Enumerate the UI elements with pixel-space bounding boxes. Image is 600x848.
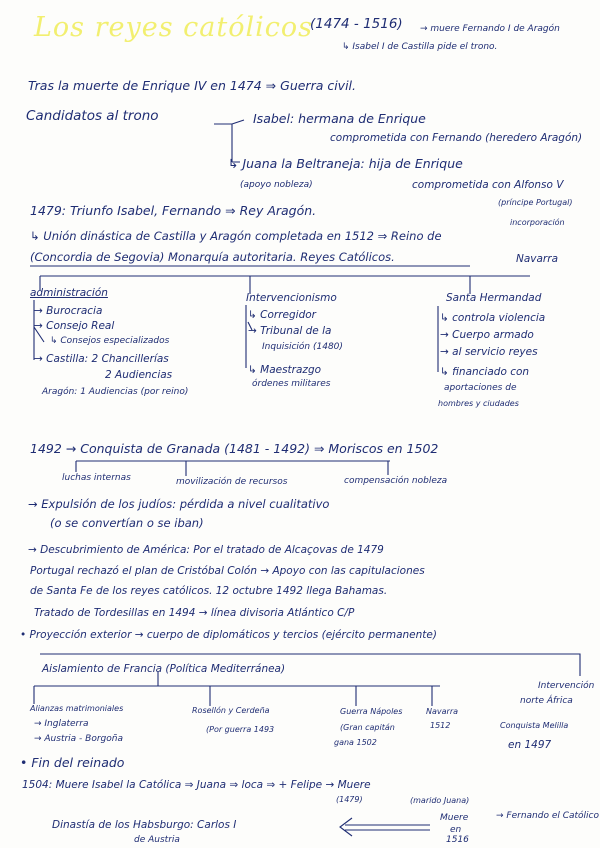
granada-sub-1: luchas internas <box>62 473 131 483</box>
napoles-2: (Gran capitán <box>340 723 395 732</box>
alliances-3: → Austria - Borgoña <box>34 734 123 744</box>
candidate-isabel-detail: comprometida con Fernando (heredero Aragón) <box>330 132 583 144</box>
administracion-heading: administración <box>30 287 108 299</box>
candidate-juana: ↳ Juana la Beltraneja: hija de Enrique <box>228 156 463 171</box>
end-line: 1504: Muere Isabel la Católica ⇒ Juana ⇒ loca ⇒ + Felipe → Muere <box>22 779 371 791</box>
list-item: órdenes militares <box>252 379 331 389</box>
navarra-2: 1512 <box>430 721 451 730</box>
projection-line: • Proyección exterior → cuerpo de diplomáticos y tercios (ejército permanente) <box>20 629 437 641</box>
fernando-note: → Fernando el Católico <box>496 811 600 821</box>
granada-line: 1492 → Conquista de Granada (1481 - 1492) ⇒ Moriscos en 1502 <box>30 441 439 456</box>
intro-line: Tras la muerte de Enrique IV en 1474 ⇒ Guerra civil. <box>28 78 357 93</box>
list-item: ↳ Consejos especializados <box>50 336 170 346</box>
america-line-2: Portugal rechazó el plan de Cristóbal Colón → Apoyo con las capitulaciones <box>30 565 425 577</box>
list-item: Aragón: 1 Audiencias (por reino) <box>42 387 189 397</box>
rosellon-2: (Por guerra 1493 <box>206 725 275 734</box>
reign-dates: (1474 - 1516) <box>310 16 403 32</box>
header-note-fernando: → muere Fernando I de Aragón <box>420 24 560 34</box>
alliances-2: → Inglaterra <box>34 719 89 729</box>
alliances-1: Alianzas matrimoniales <box>30 704 124 713</box>
candidate-isabel: Isabel: hermana de Enrique <box>253 111 426 126</box>
intervention-4: en 1497 <box>508 739 552 751</box>
america-line-4: Tratado de Tordesillas en 1494 → línea divisoria Atlántico C/P <box>34 607 355 619</box>
page-title: Los reyes católicos <box>34 12 314 43</box>
intervention-1: Intervención <box>538 681 595 691</box>
hermandad-heading: Santa Hermandad <box>446 292 542 304</box>
navarra-1: Navarra <box>426 707 459 716</box>
dynasty-line: Dinastía de los Habsburgo: Carlos I <box>52 819 237 831</box>
list-item: → Consejo Real <box>34 320 115 332</box>
dynasty-line-2: de Austria <box>134 835 180 845</box>
juana-date: (1479) <box>336 795 363 804</box>
isolation-line: Aislamiento de Francia (Política Mediterránea) <box>42 663 286 675</box>
header-note-isabel: ↳ Isabel I de Castilla pide el trono. <box>342 42 498 52</box>
muere-1: Muere <box>440 813 469 823</box>
candidates-label: Candidatos al trono <box>26 108 159 124</box>
jews-detail: (o se convertían o se iban) <box>50 516 204 530</box>
list-item: ↳ controla violencia <box>440 312 546 324</box>
list-item: aportaciones de <box>444 383 517 393</box>
muere-2: en <box>450 825 462 835</box>
intervention-3: Conquista Melilla <box>500 721 569 730</box>
napoles-1: Guerra Nápoles <box>340 707 403 716</box>
list-item: Inquisición (1480) <box>262 342 343 352</box>
list-item: → Tribunal de la <box>248 325 332 337</box>
list-item: ↳ Maestrazgo <box>248 364 322 376</box>
granada-sub-2: movilización de recursos <box>176 477 288 487</box>
list-item: → Castilla: 2 Chancillerías <box>34 353 169 365</box>
america-line-3: de Santa Fe de los reyes católicos. 12 octubre 1492 llega Bahamas. <box>30 585 388 597</box>
list-item: → al servicio reyes <box>440 346 538 358</box>
america-line-1: → Descubrimiento de América: Por el tratado de Alcaçovas de 1479 <box>28 544 384 556</box>
incorporation-note: incorporación <box>510 218 565 227</box>
intervencionismo-heading: Intervencionismo <box>246 292 337 304</box>
monarchy-line: (Concordia de Segovia) Monarquía autoritaria. Reyes Católicos. <box>30 250 395 264</box>
list-item: ↳ financiado con <box>440 366 530 378</box>
candidate-juana-detail: comprometida con Alfonso V <box>412 179 564 191</box>
juana-note-left: (apoyo nobleza) <box>240 180 313 190</box>
list-item: ↳ Corregidor <box>248 309 316 321</box>
triumph-line: 1479: Triunfo Isabel, Fernando ⇒ Rey Aragón. <box>30 203 317 218</box>
list-item: → Burocracia <box>34 305 103 317</box>
muere-3: 1516 <box>446 835 469 845</box>
jews-line: → Expulsión de los judíos: pérdida a nivel cualitativo <box>28 497 330 511</box>
list-item: 2 Audiencias <box>105 369 173 381</box>
felipe-note: (marido Juana) <box>410 796 470 805</box>
list-item: hombres y ciudades <box>438 399 519 408</box>
list-item: → Cuerpo armado <box>440 329 534 341</box>
navarra-label: Navarra <box>516 253 559 265</box>
intervention-2: norte África <box>520 696 573 706</box>
granada-sub-3: compensación nobleza <box>344 476 448 486</box>
union-line: ↳ Unión dinástica de Castilla y Aragón completada en 1512 ⇒ Reino de <box>30 229 442 243</box>
end-heading: • Fin del reinado <box>20 755 125 770</box>
juana-note-right: (príncipe Portugal) <box>498 198 573 207</box>
rosellon-1: Rosellón y Cerdeña <box>192 706 270 715</box>
napoles-3: gana 1502 <box>334 738 377 747</box>
